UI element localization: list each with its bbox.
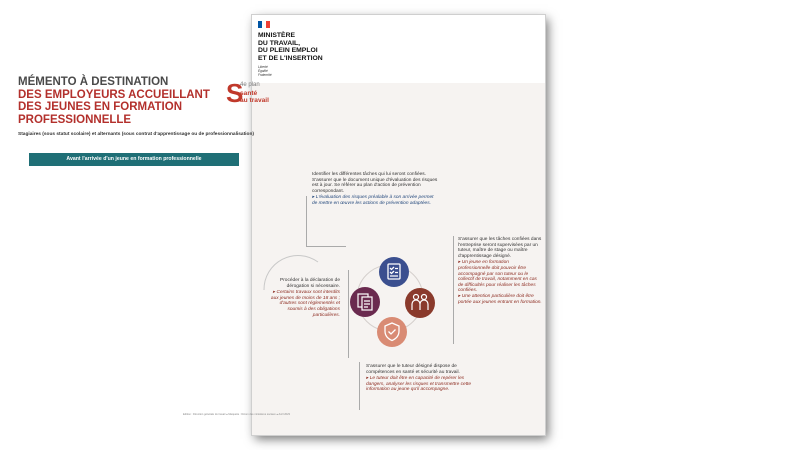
step-top-note: ▸ L'évaluation des risques préalable à son arrivée permet de mettre en œuvre les actions de prévention adaptées. xyxy=(312,195,434,206)
step-left-text: Procéder à la déclaration de dérogation si nécessaire. xyxy=(280,278,340,289)
ministry-header xyxy=(252,15,545,84)
document-title xyxy=(18,76,228,126)
title-line-1: MÉMENTO À DESTINATION xyxy=(18,76,169,88)
shield-node xyxy=(377,317,407,347)
step-right-text: S'assurer que les tâches confiées dans l'entreprise seront supervisées par un tuteur, maître de stage ou maître d'apprentissage désigné. xyxy=(458,237,542,259)
step-top-text: Identifier les différentes tâches qui lui seront confiées. S'assurer que le document unique d'évaluation des risques est à jour. Se référer au plan d'action de prévention correspondant. xyxy=(312,172,438,194)
ministry-name: MINISTÈRE DU TRAVAIL, DU PLEIN EMPLOI ET DE L'INSERTION xyxy=(258,32,323,62)
plan-sante-travail-logo xyxy=(226,80,284,116)
step-bottom-note: ▸ Le tuteur doit être en capacité de repérer les dangers, analyser les risques et transmettre cette information au jeune qu'il accompagne. xyxy=(366,376,472,393)
connector-right xyxy=(453,236,454,344)
republic-motto: Liberté Égalité Fraternité xyxy=(258,65,272,77)
flag-red-band xyxy=(266,21,270,28)
title-line-2: DES EMPLOYEURS ACCUEILLANT DES JEUNES EN FORMATION PROFESSIONNELLE xyxy=(18,88,210,126)
publication-footer: Édition : Direction générale du travail ● Maquette : Dicom des ministères sociaux ● Avril 2023 xyxy=(182,413,290,416)
ring-arc-1 xyxy=(264,255,318,290)
plan-logo-glyph: S xyxy=(226,78,244,108)
people-node xyxy=(405,288,435,318)
checklist-node xyxy=(379,257,409,287)
step-top-block xyxy=(312,172,440,207)
step-bottom-text: S'assurer que le tuteur désigné dispose de compétences en santé et sécurité au travail. xyxy=(366,364,460,375)
plan-logo-name: santé au travail xyxy=(240,90,269,104)
french-flag-logo xyxy=(258,21,270,28)
plan-logo-number: 4e plan xyxy=(240,82,260,88)
document-subtitle: Stagiaires (sous statut scolaire) et alternants (sous contrat d'apprentissage ou de professionnalisation) xyxy=(18,132,254,137)
connector-top-left xyxy=(306,196,307,246)
section-banner: Avant l'arrivée d'un jeune en formation professionnelle xyxy=(29,153,239,166)
documents-node xyxy=(350,287,380,317)
step-right-block xyxy=(458,237,542,305)
connector-top-h xyxy=(306,246,346,247)
node-bottom-circle xyxy=(377,317,407,347)
connector-bottom xyxy=(359,362,360,410)
step-right-note: ▸ Un jeune en formation professionnelle doit pouvoir être accompagné par son tuteur ou le collectif de travail, notamment en cas de difficultés pour réaliser les tâches confiées. ▸ Une attention particulière doit être portée aux jeunes entrant en formation. xyxy=(458,260,542,305)
step-left-note: ▸ Certains travaux sont interdits aux jeunes de moins de 18 ans ; d'autres sont réglementés et soumis à des obligations particulières. xyxy=(270,290,340,318)
step-bottom-block xyxy=(366,364,478,393)
node-top-circle xyxy=(379,257,409,287)
cycle-circles xyxy=(340,250,440,350)
